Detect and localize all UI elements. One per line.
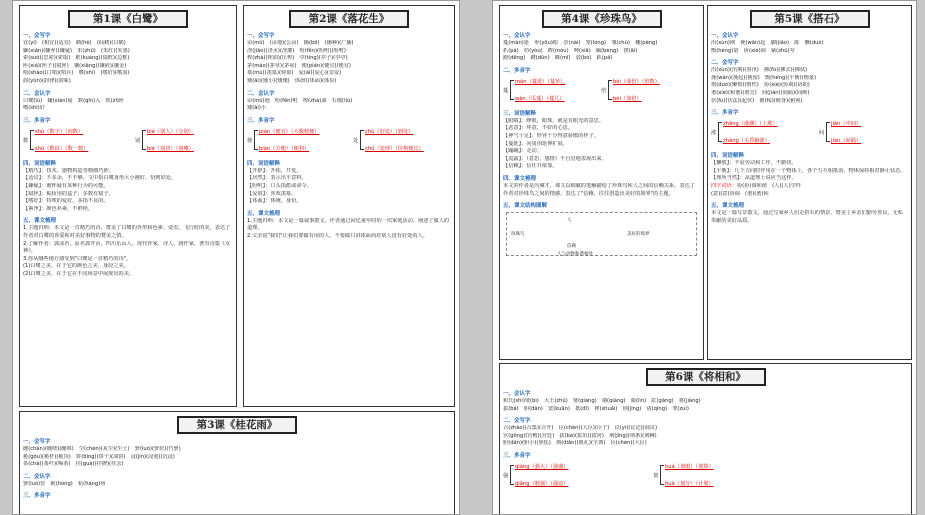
- idiom-line: (意)(意)协调 (谐)(谐)和: [711, 190, 769, 197]
- section-heading: 一、会写字: [23, 33, 51, 39]
- bracket: [142, 130, 146, 150]
- polyphone-diagram: [503, 461, 908, 491]
- write-line: 挽(wǎn)(挽起)(挽留) 衡(héng)(平衡)(衡量): [711, 74, 817, 81]
- lesson3-title: 第3课《桂花雨》: [177, 416, 297, 434]
- word-definition: 【镜匣】：梳妆用的盒子，多数有镜子。: [23, 190, 114, 197]
- lesson6-panel: [499, 363, 912, 515]
- word-definition: 【恶意】：坏意，不好的心思。: [503, 125, 574, 132]
- recognize-line: 蹬(dēng) 蹲(dūn) 眯(mī) 驳(bó) 趴(pā): [503, 55, 613, 62]
- bracket: [718, 122, 722, 142]
- polyphone-reading: huà（划分）（计划）: [665, 480, 714, 487]
- recognize-line: 矮(ǎi)小: [247, 105, 267, 112]
- polyphone-char: 蔓: [503, 87, 509, 94]
- word-definition: 【嗜好】：特殊的爱好。多指不良的。: [23, 198, 109, 205]
- page-right: [492, 0, 917, 515]
- section-heading: 四、词语解释: [247, 160, 281, 167]
- section-heading: 三、多音字: [247, 117, 275, 124]
- bracket: [660, 465, 664, 485]
- write-line: 茶(chá)(茶叶)(喝茶) 挂(guà)(挂牌)(挂念): [23, 461, 124, 468]
- recognize-line: 和氏(shì)璧(bì) 大王(zhū) 璧(qiáng) 墙(qiáng) 蔺(lìn) 缸(gāng) 将(jiàng): [503, 398, 701, 404]
- section-heading: 二、会认字: [247, 90, 275, 97]
- polyphone-reading: pián（便宜）（大腹便便）: [259, 128, 320, 135]
- polyphone-char: 便: [247, 137, 253, 144]
- polyphone-char: 划: [653, 472, 659, 479]
- polyphone-char: 倍: [601, 87, 607, 94]
- polyphone-char: 处: [353, 137, 359, 144]
- lesson1-panel: [19, 5, 237, 407]
- page-left: [12, 0, 460, 515]
- polyphone-char: 数: [23, 137, 29, 144]
- word-definition: 【爱慕】：喜欢羡慕。: [247, 190, 297, 197]
- polyphone-char: 涨: [711, 130, 717, 137]
- write-line: 嫌(xián)(嫌弃)(嫌疑) 朱(zhū) (朱红)(朱墨): [23, 47, 130, 54]
- idiom-label: 四字词语：: [711, 182, 737, 189]
- section-heading: 五、课文梳理: [247, 210, 281, 217]
- lesson5-title: 第5课《搭石》: [750, 10, 870, 28]
- lesson3-panel: [19, 411, 455, 515]
- section-heading: 四、课文梳理: [503, 175, 537, 182]
- diagram-label: 信赖: [567, 244, 576, 250]
- recognize-line: 衡(héng)量 协(xié)调 紧(zhǔ)夸: [711, 47, 795, 54]
- word-definition: 【神气十足】：形容十分得意骄傲的样子。: [503, 132, 599, 139]
- section-heading: 三、多音字: [23, 493, 51, 500]
- write-line: 亩(mǔ) (亩地)(公亩) 播(bō) (播种)(广播): [247, 40, 354, 46]
- section-heading: 一、会认字: [503, 391, 531, 397]
- bracket: [254, 130, 258, 150]
- write-line: 谐(xié)(和谐)(谐音) 间(jiàn)(间隔)(间断): [711, 89, 810, 96]
- section-heading: 二、会认字: [23, 473, 51, 480]
- word-definition: 【蹦蹦】：走动。: [503, 148, 542, 155]
- section-heading: 四、词语解释: [23, 160, 57, 167]
- idiom-block: [711, 183, 908, 191]
- polyphone-reading: chǔ（处理）（价格便宜）: [365, 145, 424, 152]
- write-line: 宫(gōng)(宫殿)(宫廷) 拔(bá)(拔出)(拔河) 荆(jīng)(荆条)(荆棘): [503, 432, 657, 439]
- polyphone-reading: qiáng（强大）（强盛）: [515, 463, 569, 470]
- word-definition: 【眼睛】：睁眼，眼珠，就是有眼光的意思。: [503, 117, 605, 124]
- word-definition: 【体面】：体统，身份。: [247, 198, 302, 205]
- polyphone-diagram: [247, 126, 451, 156]
- section-heading: 三、词语解释: [503, 110, 537, 117]
- bracket: [360, 130, 364, 150]
- write-line: 浇(jiāo)(浇水)(浇灌) 吩(fēn)(吩咐)(吩咐): [247, 47, 346, 54]
- idiom-line: 协(协)调和谐 (人)(人)学样: [736, 182, 801, 189]
- write-line: 伏(fú)(伏法)(起伏) 俯(fǔ)(俯身)(俯视): [711, 97, 803, 104]
- write-line: 韵(yùn)(韵律)(韵味): [23, 77, 71, 84]
- word-definition: 【流露】：（意思、感情）不自觉地表现出来。: [503, 155, 607, 162]
- section-heading: 三、多音字: [23, 117, 51, 124]
- diagram-label: 人与动物和谐相处: [557, 252, 593, 258]
- polyphone-diagram: [503, 76, 700, 106]
- word-definition: 【精巧】：技术、器物构造等精细巧妙。: [23, 167, 114, 174]
- diagram-label: 美好的境界: [627, 232, 650, 238]
- recognize-line: 亩(mǔ)地 吩(fēn)咐 榨(zhà)油 石榴(liú): [247, 97, 353, 104]
- lesson1-title: 第1课《白鹭》: [68, 10, 188, 28]
- section-heading: 三、多音字: [503, 452, 531, 459]
- structure-diagram: [506, 212, 697, 256]
- polyphone-reading: biè（别扭）（别嘴）: [147, 145, 194, 152]
- recognize-line: 嗜(shì)好: [23, 105, 45, 112]
- recognize-line: 拔(bá) 胆(dǎn) 宽(kuān) 抵(dǐ) 摔(shuāi) 荆(jīng) 请(qǐng) 罪(zuì): [503, 405, 689, 412]
- polyphone-reading: bèi（成倍）（倍数）: [613, 78, 660, 85]
- write-line: 胆(dǎn)(胆小)(胆怯) 典(diǎn)(典礼)(字典) 臣(chén)(大臣): [503, 440, 647, 447]
- write-line: 召(zhào)(召集)(召开) 臣(chén)(大臣)(臣子) 议(yì)(议论)(商议): [503, 425, 658, 432]
- word-definition: 【信赖】：信任并依靠。: [503, 163, 558, 170]
- write-line: 宜(yí) (相宜)(适宜) 鹤(hè) (仙鹤)(白鹤): [23, 40, 126, 46]
- polyphone-reading: wàn（瓜蔓）（蔓儿）: [515, 95, 565, 102]
- section-heading: 五、课文梳理: [711, 203, 745, 210]
- recognize-line: 蔓(màn)延 垂(yōu)暗 奈(nài) 笼(lóng) 雏(chú) 棚(péng): [503, 40, 658, 46]
- bracket: [826, 122, 830, 142]
- recognize-line: 箩(luó)筐 桅(hóng) 杭(háng)州: [23, 480, 106, 487]
- section-heading: 二、会写字: [503, 418, 531, 425]
- lesson4-title: 第4课《珍珠鸟》: [542, 10, 662, 28]
- section-heading: 一、会认字: [503, 33, 531, 39]
- lesson2-title: 第2课《落花生》: [289, 10, 409, 28]
- review-text: 本文是一篇写景散文，通过写家乡人们走搭石的情景，赞美了乡亲们勤劳善良、无私奉献的美好品质。: [711, 210, 903, 224]
- lesson2-panel: [243, 5, 455, 407]
- polyphone-reading: chù（好处）（到处）: [365, 128, 414, 135]
- bracket: [510, 465, 514, 485]
- word-definition: 【懒惰】：不爱劳动和工作，不勤快。: [711, 160, 797, 167]
- lesson4-panel: [499, 5, 704, 360]
- section-heading: 二、多音字: [503, 67, 531, 74]
- write-line: 榨(zhà)(榨油)(压榨) 亭(tíng)(亭子)(亭亭): [247, 55, 348, 62]
- section-heading: 一、会认字: [711, 33, 739, 39]
- review-text: 1.主题归纳：本文是一篇叙事散文，作者通过回忆童年时的一次家庭活动，阐述了做人的道理。: [247, 217, 450, 232]
- write-line: 慕(mù)(羡慕)(仰慕) 爱(ài)(爱心)(亲爱): [247, 70, 342, 77]
- lesson5-panel: [707, 5, 912, 360]
- write-line: 索(suǒ)(思索)(索取) 框(kuàng)(镜框)(边框): [23, 55, 130, 62]
- polyphone-reading: màn（蔓延）（蔓草）: [515, 78, 566, 85]
- write-line: 桅(gǒu)(桅杆)(桅顶) 饼(bǐng)(饼干)(油饼) 浸(jìn)(浸泡)(沉浸): [23, 453, 175, 460]
- polyphone-reading: jiàn（间隔）: [831, 138, 862, 145]
- word-definition: 【蔓延】：向周围延伸扩展。: [503, 140, 568, 147]
- section-heading: 一、会写字: [23, 439, 51, 445]
- review-text: 1.主题归纳：本文是一首精巧的诗，赞美了白鹭的外形和色素、姿态、飞行时的美，表达了作者对白鹭的喜爱和对美好事物的赞美之情。: [23, 225, 231, 239]
- lesson6-title: 第6课《将相和》: [646, 368, 766, 386]
- polyphone-reading: bié（别人）（分别）: [147, 128, 194, 135]
- word-definition: 【开辟】：开拓，开发。: [247, 167, 302, 174]
- section-heading: 一、会写字: [247, 33, 275, 39]
- bracket: [608, 80, 612, 100]
- review-text: 2.父亲说"我们"让我们要做有用的人，不要做只讲体面而对别人没有好处的人。: [247, 232, 428, 239]
- write-line: 矮(ǎi)(矮小)(矮矮) 体(tǐ)(体面)(体验): [247, 77, 337, 84]
- diagram-label: 珍珠鸟: [511, 232, 525, 238]
- word-definition: 【平衡】：几个力同时作用在一个物体上，各个力互相抵消，物体保持相对静止状态。: [711, 167, 906, 174]
- recognize-line: 汛(xùn)期 挽(wǎn)起 脚(jiǎo) 陈 懒(duò): [711, 40, 824, 46]
- polyphone-reading: biàn（方便）（便利）: [259, 145, 310, 152]
- section-heading: 四、词语解释: [711, 153, 745, 160]
- write-line: 汛(xùn)(汛期)(春汛) 拂(fú)(拂去)(拂拭): [711, 67, 808, 74]
- write-line: 惰(duò)(懒惰)(惰性) 协(xié)(协调)(协助): [711, 82, 810, 89]
- polyphone-diagram: [23, 126, 233, 156]
- polyphone-reading: qiǎng（勉强）（强迫）: [515, 480, 569, 487]
- section-heading: 五、课文结构图解: [503, 203, 548, 210]
- recognize-line: 白鹭(lù) 嫌(xián)疑 数(qīn)入 铁(zǐ)匣: [23, 97, 125, 104]
- polyphone-reading: huá（划船）（划算）: [665, 463, 714, 470]
- polyphone-char: 强: [503, 472, 509, 479]
- polyphone-char: 间: [819, 130, 825, 137]
- recognize-line: 扒(pá) 幼(yòu) 眸(móu) 呷(xiā) 蹦(bèng) 挨(āi): [503, 47, 638, 54]
- section-heading: 二、会认字: [23, 90, 51, 97]
- polyphone-reading: jiān（中间）: [831, 121, 862, 128]
- write-line: 缠(chán)(缠绕)(缠绵) 尘(chén)(灰尘)(尘土) 箩(luó)(箩筐)(竹箩): [23, 446, 181, 452]
- word-definition: 【适宜】：不多余，不不够。文中指白鹭身形大小刚好、恰到好处。: [23, 175, 177, 182]
- write-line: 哨(shào)(口哨)(哨兵) 嗜(shì) (嗜好)(嗜血): [23, 70, 130, 77]
- word-definition: 【居然】：表示出乎意料。: [247, 175, 307, 182]
- polyphone-diagram: [711, 118, 908, 148]
- word-definition: 【素净】：颜色朴素，不鲜艳。: [23, 205, 94, 212]
- write-line: 茅(máo)(茅草)(茅屋) 便(pián)(便宜)(便宜): [247, 62, 351, 69]
- review-text: 本文的作者是冯骥才，课文以细腻的笔触描绘了珍珠鸟和人之间的信赖关系，表达了作者对珍珠鸟之间的情感。表达了"信赖，往往创造出美好的境界"的主题。: [503, 182, 695, 197]
- polyphone-reading: bèi（加倍）: [613, 95, 642, 102]
- word-definition: 【吩咐】：口头指派或命令。: [247, 182, 312, 189]
- bracket: [30, 130, 34, 150]
- polyphone-char: 别: [135, 137, 141, 144]
- polyphone-reading: zhàng（头昏脑涨）: [723, 138, 770, 145]
- diagram-label: 人: [567, 218, 572, 224]
- section-heading: 三、多音字: [711, 110, 739, 117]
- write-line: 匣(xiá)(匣子)(镜匣) 镶(xiāng)(镶嵌)(镶金): [23, 62, 127, 69]
- review-text: (1)白鹭之美，在于它的颜色之美、身段之美。: [23, 263, 129, 270]
- polyphone-reading: shù（数字）（间数）: [35, 128, 84, 135]
- review-text: 3.你从哪些地方感受到"白鹭是一首精巧的诗"。: [23, 255, 132, 262]
- section-heading: 二、会写字: [711, 60, 739, 67]
- word-definition: 【嫌疑】：被怀疑有某种行为的可能。: [23, 182, 109, 189]
- review-text: 2.了解作者：郭沫若，原名郭开贞，四川乐山人，现代作家、诗人、剧作家，著有诗集《女神》。: [23, 240, 231, 255]
- review-text: (2)白鹭之美，在于它在不同场景中展现出的美。: [23, 270, 135, 277]
- bracket: [510, 80, 514, 100]
- polyphone-reading: shǔ（数说）（数一数）: [35, 145, 89, 152]
- section-heading: 五、课文梳理: [23, 218, 57, 225]
- word-definition: 【理所当然】：从道理上说应当这样。: [711, 175, 797, 182]
- polyphone-reading: zhǎng（涨潮）（上涨）: [723, 121, 778, 128]
- write-lines: [20, 40, 236, 86]
